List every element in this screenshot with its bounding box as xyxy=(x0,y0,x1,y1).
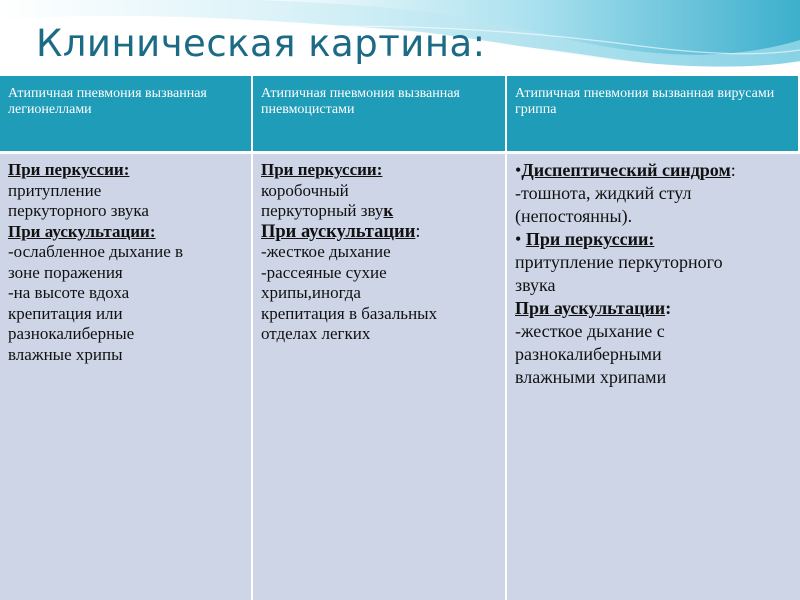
percussion-label: При перкуссии: xyxy=(261,160,383,179)
cell-influenza xyxy=(507,154,800,600)
percussion-heading xyxy=(515,228,792,251)
auscultation-text-2: зоне поражения xyxy=(8,262,123,282)
auscultation-text-5: разнокалиберные xyxy=(8,324,135,343)
comparison-table xyxy=(0,76,800,600)
dyspeptic-heading: •Диспептический синдром: xyxy=(515,160,736,180)
auscultation-text-1: -ослабленное дыхание в xyxy=(8,242,184,261)
bullet-icon: • xyxy=(515,160,522,180)
header-pneumocystis: Атипичная пневмония вызванная пневмоцистами xyxy=(253,76,507,154)
percussion-label: При перкуссии: xyxy=(8,160,130,179)
dyspeptic-text-2: (непостоянны). xyxy=(515,206,633,226)
auscultation-text-2: -рассеяные сухие xyxy=(261,262,387,282)
auscultation-text-3: хрипы,иногда xyxy=(261,283,361,302)
percussion-text-1: коробочный xyxy=(261,180,349,200)
auscultation-text-3: -на высоте вдоха xyxy=(8,283,130,302)
slide-title: Клиническая картина: xyxy=(36,22,486,65)
percussion-text-1: притупление перкуторного xyxy=(515,252,723,272)
cell-legionella xyxy=(0,154,253,600)
header-legionella: Атипичная пневмония вызванная легионеллами xyxy=(0,76,253,154)
header-influenza: Атипичная пневмония вызванная вирусами гриппа xyxy=(507,76,800,154)
auscultation-text-5: отделах легких xyxy=(261,324,371,343)
auscultation-heading: При аускультации: xyxy=(261,221,421,242)
percussion-text-2: перкуторный звук xyxy=(261,201,394,220)
percussion-text-2: звука xyxy=(515,275,556,295)
auscultation-text-1: -жесткое дыхание с xyxy=(515,321,665,341)
auscultation-label: При аускультации xyxy=(515,298,666,318)
percussion-text-1: притупление xyxy=(8,180,102,200)
auscultation-label: При аускультации xyxy=(261,221,416,242)
auscultation-text-4: крепитация в базальных xyxy=(261,303,438,323)
auscultation-text-2: разнокалиберными xyxy=(515,344,662,364)
auscultation-label: При аускультации: xyxy=(8,221,156,241)
auscultation-text-4: крепитация или xyxy=(8,303,123,323)
auscultation-heading: При аускультации: xyxy=(515,298,672,318)
dyspeptic-label: Диспептический синдром xyxy=(521,160,731,180)
bullet-icon: • xyxy=(515,229,522,249)
cell-pneumocystis xyxy=(253,154,507,600)
auscultation-text-3: влажными хрипами xyxy=(515,367,667,387)
percussion-label: При перкуссии: xyxy=(525,229,655,249)
auscultation-text-1: -жесткое дыхание xyxy=(261,242,391,261)
dyspeptic-text-1: -тошнота, жидкий стул xyxy=(515,183,692,203)
auscultation-text-6: влажные хрипы xyxy=(8,344,123,364)
percussion-text-2: перкуторного звука xyxy=(8,201,149,220)
